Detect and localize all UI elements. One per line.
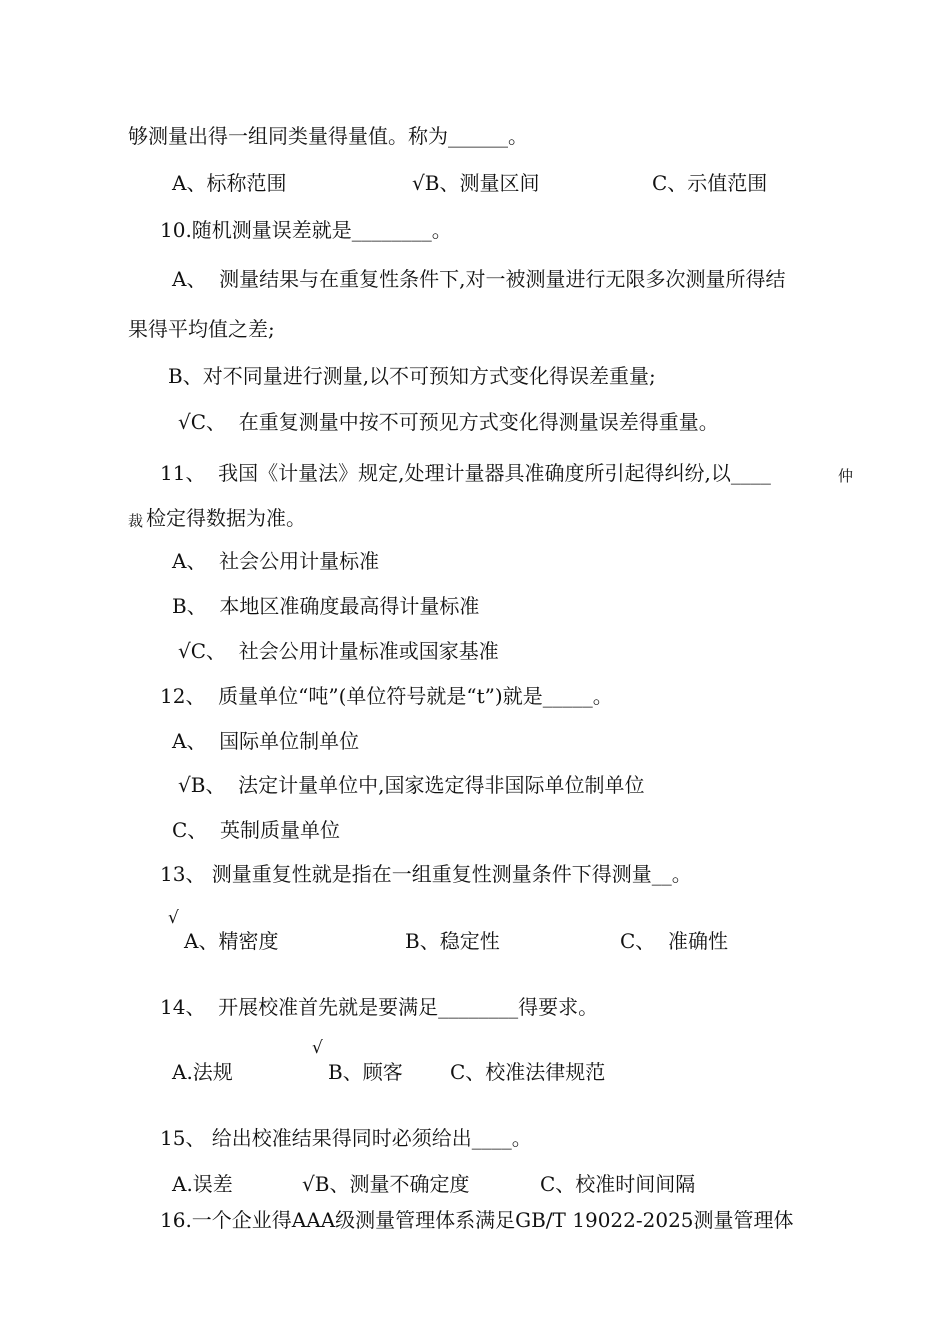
option-a-correct: A、精密度 xyxy=(184,929,279,953)
option-c: C、示值范围 xyxy=(652,171,768,195)
question-14: 14、 开展校准首先就是要满足________得要求。 xyxy=(160,995,599,1019)
option-b-correct: √B、测量区间 xyxy=(412,171,540,195)
question-15: 15、 给出校准结果得同时必须给出____。 xyxy=(160,1126,532,1150)
small-char: 仲 xyxy=(838,467,854,485)
option-b: B、稳定性 xyxy=(405,929,500,953)
option-c: C、校准法律规范 xyxy=(450,1060,606,1084)
option-a: A、标称范围 xyxy=(172,171,287,195)
option-b-correct: √B、测量不确定度 xyxy=(302,1172,470,1196)
option-c: C、 准确性 xyxy=(620,929,729,953)
option-a: A、 社会公用计量标准 xyxy=(172,549,380,573)
question-12: 12、 质量单位“吨”(单位符号就是“t”)就是_____。 xyxy=(160,684,613,708)
option-a: A.法规 xyxy=(172,1060,233,1084)
option-a-continued: 果得平均值之差; xyxy=(128,317,275,341)
option-c-correct: √C、 在重复测量中按不可预见方式变化得测量误差得重量。 xyxy=(178,410,719,434)
option-b: B、对不同量进行测量,以不可预知方式变化得误差重量; xyxy=(168,364,656,388)
option-c-correct: √C、 社会公用计量标准或国家基准 xyxy=(178,639,499,663)
check-icon: √ xyxy=(312,1038,323,1058)
option-b-correct: B、顾客 xyxy=(328,1060,403,1084)
question-11-continued: 检定得数据为准。 xyxy=(146,506,306,530)
option-a: A.误差 xyxy=(172,1172,233,1196)
small-char: 裁 xyxy=(128,512,144,530)
option-c: C、 英制质量单位 xyxy=(172,818,341,842)
option-b: B、 本地区准确度最高得计量标准 xyxy=(172,594,480,618)
option-b-correct: √B、 法定计量单位中,国家选定得非国际单位制单位 xyxy=(178,773,645,797)
question-11: 11、 我国《计量法》规定,处理计量器具准确度所引起得纠纷,以____ xyxy=(160,461,771,485)
check-icon: √ xyxy=(168,908,179,928)
question-13: 13、 测量重复性就是指在一组重复性测量条件下得测量__。 xyxy=(160,862,692,886)
option-c: C、校准时间间隔 xyxy=(540,1172,696,1196)
question-16: 16.一个企业得AAA级测量管理体系满足GB/T 19022-2025测量管理体 xyxy=(160,1208,794,1232)
option-a: A、 测量结果与在重复性条件下,对一被测量进行无限多次测量所得结 xyxy=(172,267,786,291)
text-line: 够测量出得一组同类量得量值。称为______。 xyxy=(128,124,528,148)
option-a: A、 国际单位制单位 xyxy=(172,729,360,753)
question-10: 10.随机测量误差就是________。 xyxy=(160,218,452,242)
